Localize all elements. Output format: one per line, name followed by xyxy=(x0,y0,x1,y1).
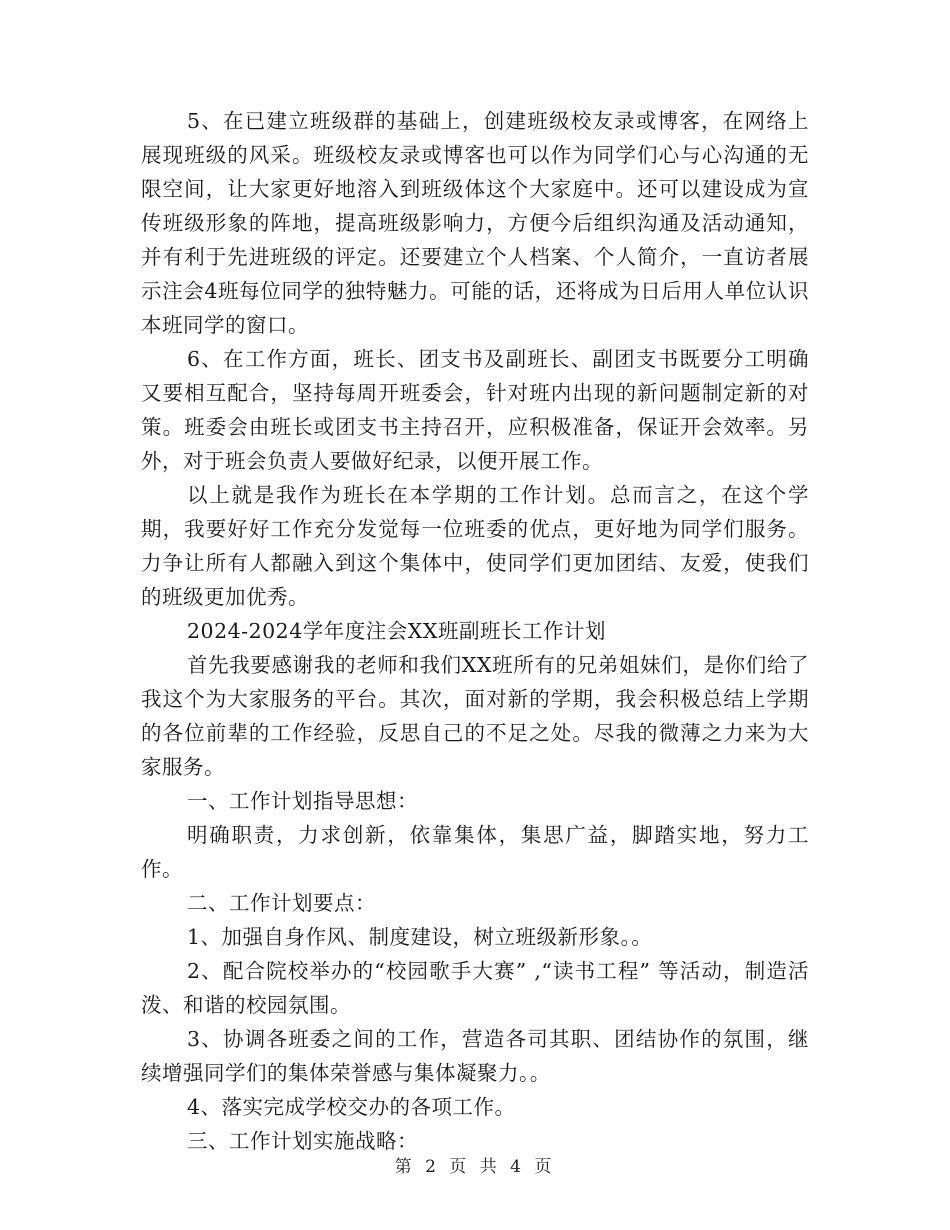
document-body xyxy=(141,104,809,1158)
heading-key-points: 二、工作计划要点： xyxy=(187,891,376,915)
list-item-2: 2、配合院校举办的“校园歌手大赛” ,“读书工程” 等活动，制造活泼、和谐的校园氛围。 xyxy=(141,959,809,1017)
section-title: 2024-2024学年度注会XX班副班长工作计划 xyxy=(187,619,606,643)
page-footer: 第 2 页 共 4 页 xyxy=(394,1157,556,1177)
heading-strategy: 三、工作计划实施战略： xyxy=(187,1129,418,1153)
paragraph-intro: 首先我要感谢我的老师和我们XX班所有的兄弟姐妹们，是你们给了我这个为大家服务的平台。其次，面对新的学期，我会积极总结上学期的各位前辈的工作经验，反思自己的不足之处。尽我的微薄之力来为大家服务。 xyxy=(141,653,809,779)
paragraph-item-6: 6、在工作方面，班长、团支书及副班长、副团支书既要分工明确又要相互配合，坚持每周开班委会，针对班内出现的新问题制定新的对策。班委会由班长或团支书主持召开，应积极准备，保证开会效率。另外，对于班会负责人要做好纪录，以便开展工作。 xyxy=(141,347,809,473)
list-item-4: 4、落实完成学校交办的各项工作。 xyxy=(187,1095,516,1119)
list-item-1: 1、加强自身作风、制度建设，树立班级新形象。。 xyxy=(187,925,653,949)
paragraph-item-5: 5、在已建立班级群的基础上，创建班级校友录或博客，在网络上展现班级的风采。班级校友录或博客也可以作为同学们心与心沟通的无限空间，让大家更好地溶入到班级体这个大家庭中。还可以建设成为宣传班级形象的阵地，提高班级影响力，方便今后组织沟通及活动通知，并有利于先进班级的评定。还要建立个人档案、个人简介，一直访者展示注会4班每位同学的独特魅力。可能的话，还将成为日后用人单位认识本班同学的窗口。 xyxy=(141,109,809,337)
heading-guiding-ideology: 一、工作计划指导思想： xyxy=(187,789,418,813)
paragraph-guiding-ideology: 明确职责，力求创新，依靠集体，集思广益，脚踏实地，努力工作。 xyxy=(141,823,809,881)
paragraph-summary: 以上就是我作为班长在本学期的工作计划。总而言之，在这个学期，我要好好工作充分发觉每一位班委的优点，更好地为同学们服务。力争让所有人都融入到这个集体中，使同学们更加团结、友爱，使我们的班级更加优秀。 xyxy=(141,483,809,609)
list-item-3: 3、协调各班委之间的工作，营造各司其职、团结协作的氛围，继续增强同学们的集体荣誉感与集体凝聚力。。 xyxy=(141,1027,809,1085)
